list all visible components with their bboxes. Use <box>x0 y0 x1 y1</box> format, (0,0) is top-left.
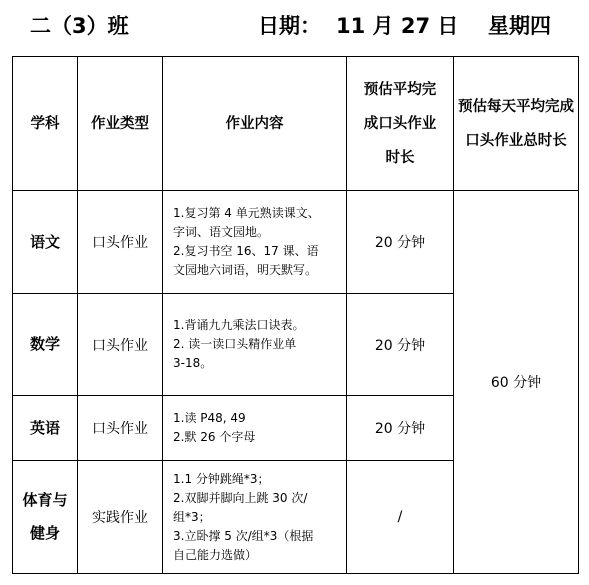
table-header-row <box>13 57 579 191</box>
subject-cell <box>13 191 78 294</box>
class-name: 二（3）班 <box>30 14 129 38</box>
time-cell: 20 分钟 <box>347 294 454 396</box>
content-line: 2.默 26 个字母 <box>173 430 256 444</box>
content-cell <box>163 461 347 574</box>
content-line: 自己能力选做） <box>173 547 258 562</box>
total-time-cell: 60 分钟 <box>454 191 579 574</box>
subject-label: 英语 <box>29 418 60 437</box>
header <box>0 0 589 55</box>
subject-label: 健身 <box>29 524 60 542</box>
subject-cell <box>13 396 78 461</box>
date-label: 日期： <box>258 14 321 38</box>
content-cell <box>163 294 347 396</box>
header-total <box>454 57 579 191</box>
content-line: 组*3； <box>173 509 211 524</box>
content-line: 1.1 分钟跳绳*3； <box>173 471 270 486</box>
header-total-line: 口头作业总时长 <box>465 132 567 149</box>
content-line: 1.读 P48, 49 <box>173 411 246 425</box>
header-time-line: 预估平均完 <box>363 81 437 98</box>
content-line: 3-18。 <box>173 356 213 370</box>
content-line: 3.立卧撑 5 次/组*3（根据 <box>173 528 314 543</box>
content-cell <box>163 191 347 294</box>
table-row <box>13 191 579 294</box>
homework-table <box>12 56 579 574</box>
subject-cell <box>13 294 78 396</box>
time-cell: / <box>347 461 454 574</box>
type-cell: 实践作业 <box>78 461 163 574</box>
type-cell: 口头作业 <box>78 191 163 294</box>
subject-label: 语文 <box>29 232 60 251</box>
header-subject: 学科 <box>13 57 78 191</box>
content-line: 文园地六词语，明天默写。 <box>173 263 318 277</box>
subject-label: 体育与 <box>22 491 68 509</box>
header-time-line: 时长 <box>385 149 415 166</box>
header-time <box>347 57 454 191</box>
content-line: 2.复习书空 16、17 课、语 <box>173 244 319 258</box>
weekday: 星期四 <box>488 14 551 38</box>
header-type: 作业类型 <box>78 57 163 191</box>
content-line: 字词、语文园地。 <box>173 225 270 239</box>
time-cell: 20 分钟 <box>347 191 454 294</box>
subject-label: 数学 <box>29 335 60 353</box>
content-line: 1.复习第 4 单元熟读课文、 <box>173 206 320 220</box>
time-cell: 20 分钟 <box>347 396 454 461</box>
content-line: 2.双脚并脚向上跳 30 次/ <box>173 490 308 505</box>
header-time-line: 成口头作业 <box>363 115 437 132</box>
content-cell <box>163 396 347 461</box>
date-value: 11 月 27 日 <box>336 14 459 38</box>
content-line: 2. 读一读口头精作业单 <box>173 337 297 351</box>
header-content: 作业内容 <box>163 57 347 191</box>
type-cell: 口头作业 <box>78 294 163 396</box>
type-cell: 口头作业 <box>78 396 163 461</box>
subject-cell <box>13 461 78 574</box>
content-line: 1.背诵九九乘法口诀表。 <box>173 318 305 332</box>
header-total-line: 预估每天平均完成 <box>458 98 574 115</box>
